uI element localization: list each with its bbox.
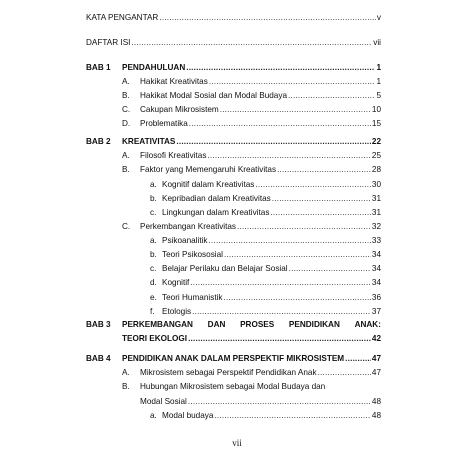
page-ref: 25 xyxy=(371,151,381,160)
chapter-label: BAB 1 xyxy=(86,63,111,72)
front-matter-title: DAFTAR ISI xyxy=(86,38,131,47)
dot-leader xyxy=(224,293,371,303)
page-ref: 31 xyxy=(371,194,381,203)
dot-leader xyxy=(289,264,371,274)
subsection-marker: c. xyxy=(150,208,157,217)
section-entry[interactable] xyxy=(140,368,381,378)
section-title: Perkembangan Kreativitas xyxy=(140,222,237,231)
subsection-title: Kognitif xyxy=(162,278,190,287)
dot-leader xyxy=(186,63,375,73)
chapter-title-word: DAN xyxy=(207,320,226,329)
page-ref: 47 xyxy=(371,354,381,363)
subsection-title: Psikoanalitik xyxy=(162,236,208,245)
chapter-title-line1 xyxy=(122,320,381,330)
dot-leader xyxy=(224,250,371,260)
section-entry[interactable] xyxy=(140,151,381,161)
subsection-marker: c. xyxy=(150,264,157,273)
page-ref: 34 xyxy=(371,278,381,287)
page-ref: 22 xyxy=(371,137,381,146)
page-ref: 15 xyxy=(371,119,381,128)
dot-leader xyxy=(188,334,371,344)
page-number: vii xyxy=(232,438,242,448)
page-ref: 32 xyxy=(371,222,381,231)
section-marker: A. xyxy=(122,368,130,377)
chapter-entry[interactable] xyxy=(122,334,381,344)
section-title: Cakupan Mikrosistem xyxy=(140,105,219,114)
subsection-marker: a. xyxy=(150,180,157,189)
dot-leader xyxy=(207,151,370,161)
section-entry[interactable] xyxy=(140,165,381,175)
section-entry[interactable] xyxy=(140,397,381,407)
page-ref: 48 xyxy=(371,411,381,420)
section-title: Mikrosistem sebagai Perspektif Pendidikan Anak xyxy=(140,368,317,377)
subsection-entry[interactable] xyxy=(162,236,381,246)
subsection-title: Belajar Perilaku dan Belajar Sosial xyxy=(162,264,288,273)
front-matter-entry[interactable] xyxy=(86,38,381,48)
dot-leader xyxy=(288,91,375,101)
subsection-entry[interactable] xyxy=(162,194,381,204)
subsection-entry[interactable] xyxy=(162,264,381,274)
chapter-title-word: ANAK: xyxy=(354,320,381,329)
subsection-title: Modal budaya xyxy=(162,411,214,420)
section-title: Problematika xyxy=(140,119,188,128)
subsection-marker: b. xyxy=(150,250,157,259)
page-ref: 10 xyxy=(371,105,381,114)
chapter-title-word: PENDIDIKAN xyxy=(288,320,340,329)
section-title: Hakikat Modal Sosial dan Modal Budaya xyxy=(140,91,288,100)
section-marker: C. xyxy=(122,105,131,114)
subsection-title: Kognitif dalam Kreativitas xyxy=(162,180,255,189)
chapter-label: BAB 4 xyxy=(86,354,111,363)
dot-leader xyxy=(189,119,371,129)
section-title: Filosofi Kreativitas xyxy=(140,151,207,160)
section-entry[interactable] xyxy=(140,222,381,232)
section-entry[interactable] xyxy=(140,91,381,101)
page-ref: 1 xyxy=(376,63,381,72)
chapter-entry[interactable] xyxy=(122,354,381,364)
subsection-entry[interactable] xyxy=(162,208,381,218)
chapter-entry[interactable] xyxy=(122,63,381,73)
subsection-marker: a. xyxy=(150,411,157,420)
dot-leader xyxy=(255,180,371,190)
subsection-entry[interactable] xyxy=(162,250,381,260)
subsection-title: Teori Humanistik xyxy=(162,293,223,302)
chapter-label: BAB 3 xyxy=(86,320,111,329)
chapter-title: KREATIVITAS xyxy=(122,137,176,146)
chapter-title-word: PERKEMBANGAN xyxy=(122,320,193,329)
front-matter-entry[interactable] xyxy=(86,13,381,23)
section-marker: B. xyxy=(122,91,130,100)
subsection-entry[interactable] xyxy=(162,293,381,303)
page-ref: 5 xyxy=(376,91,381,100)
section-title: Hakikat Kreativitas xyxy=(140,77,208,86)
chapter-entry[interactable] xyxy=(122,137,381,147)
dot-leader xyxy=(237,222,371,232)
subsection-marker: f. xyxy=(150,307,155,316)
page-ref: v xyxy=(376,13,381,22)
page-ref: 36 xyxy=(371,293,381,302)
section-entry[interactable] xyxy=(140,105,381,115)
page-ref: 30 xyxy=(371,180,381,189)
section-title: Modal Sosial xyxy=(140,397,187,406)
subsection-marker: e. xyxy=(150,293,157,302)
chapter-title: PENDAHULUAN xyxy=(122,63,186,72)
dot-leader xyxy=(277,165,371,175)
dot-leader xyxy=(209,77,376,87)
section-marker: B. xyxy=(122,382,130,391)
page-ref: 1 xyxy=(376,77,381,86)
subsection-marker: a. xyxy=(150,236,157,245)
dot-leader xyxy=(159,13,376,23)
dot-leader xyxy=(318,368,371,378)
dot-leader xyxy=(190,278,371,288)
dot-leader xyxy=(272,194,371,204)
subsection-entry[interactable] xyxy=(162,307,381,317)
section-entry[interactable] xyxy=(140,77,381,87)
section-marker: D. xyxy=(122,119,131,128)
page-ref: 28 xyxy=(371,165,381,174)
page-ref: 47 xyxy=(371,368,381,377)
dot-leader xyxy=(345,354,371,364)
subsection-title: Lingkungan dalam Kreativitas xyxy=(162,208,270,217)
page-ref: 48 xyxy=(371,397,381,406)
chapter-title: PENDIDIKAN ANAK DALAM PERSPEKTIF MIKROSISTEM xyxy=(122,354,345,363)
chapter-title: TEORI EKOLOGI xyxy=(122,334,188,343)
page-ref: 42 xyxy=(371,334,381,343)
section-marker: A. xyxy=(122,77,130,86)
dot-leader xyxy=(209,236,371,246)
subsection-title: Teori Psikososial xyxy=(162,250,223,259)
subsection-marker: d. xyxy=(150,278,157,287)
subsection-title: Kepribadian dalam Kreativitas xyxy=(162,194,271,203)
subsection-entry[interactable] xyxy=(162,180,381,190)
dot-leader xyxy=(192,307,371,317)
front-matter-title: KATA PENGANTAR xyxy=(86,13,159,22)
section-title: Faktor yang Memengaruhi Kreativitas xyxy=(140,165,277,174)
subsection-title: Etologis xyxy=(162,307,192,316)
chapter-label: BAB 2 xyxy=(86,137,111,146)
page-ref: vii xyxy=(373,38,381,47)
page-ref: 34 xyxy=(371,264,381,273)
section-marker: C. xyxy=(122,222,131,231)
dot-leader xyxy=(131,38,372,48)
dot-leader xyxy=(270,208,370,218)
subsection-entry[interactable] xyxy=(162,411,381,421)
page-ref: 37 xyxy=(371,307,381,316)
page-ref: 33 xyxy=(371,236,381,245)
dot-leader xyxy=(176,137,371,147)
page-ref: 31 xyxy=(371,208,381,217)
chapter-title-word: PROSES xyxy=(240,320,275,329)
section-title-line1: Hubungan Mikrosistem sebagai Modal Budaya dan xyxy=(140,382,326,391)
dot-leader xyxy=(188,397,371,407)
subsection-marker: b. xyxy=(150,194,157,203)
dot-leader xyxy=(220,105,371,115)
subsection-entry[interactable] xyxy=(162,278,381,288)
section-entry[interactable] xyxy=(140,119,381,129)
section-marker: B. xyxy=(122,165,130,174)
section-marker: A. xyxy=(122,151,130,160)
dot-leader xyxy=(214,411,370,421)
page-ref: 34 xyxy=(371,250,381,259)
